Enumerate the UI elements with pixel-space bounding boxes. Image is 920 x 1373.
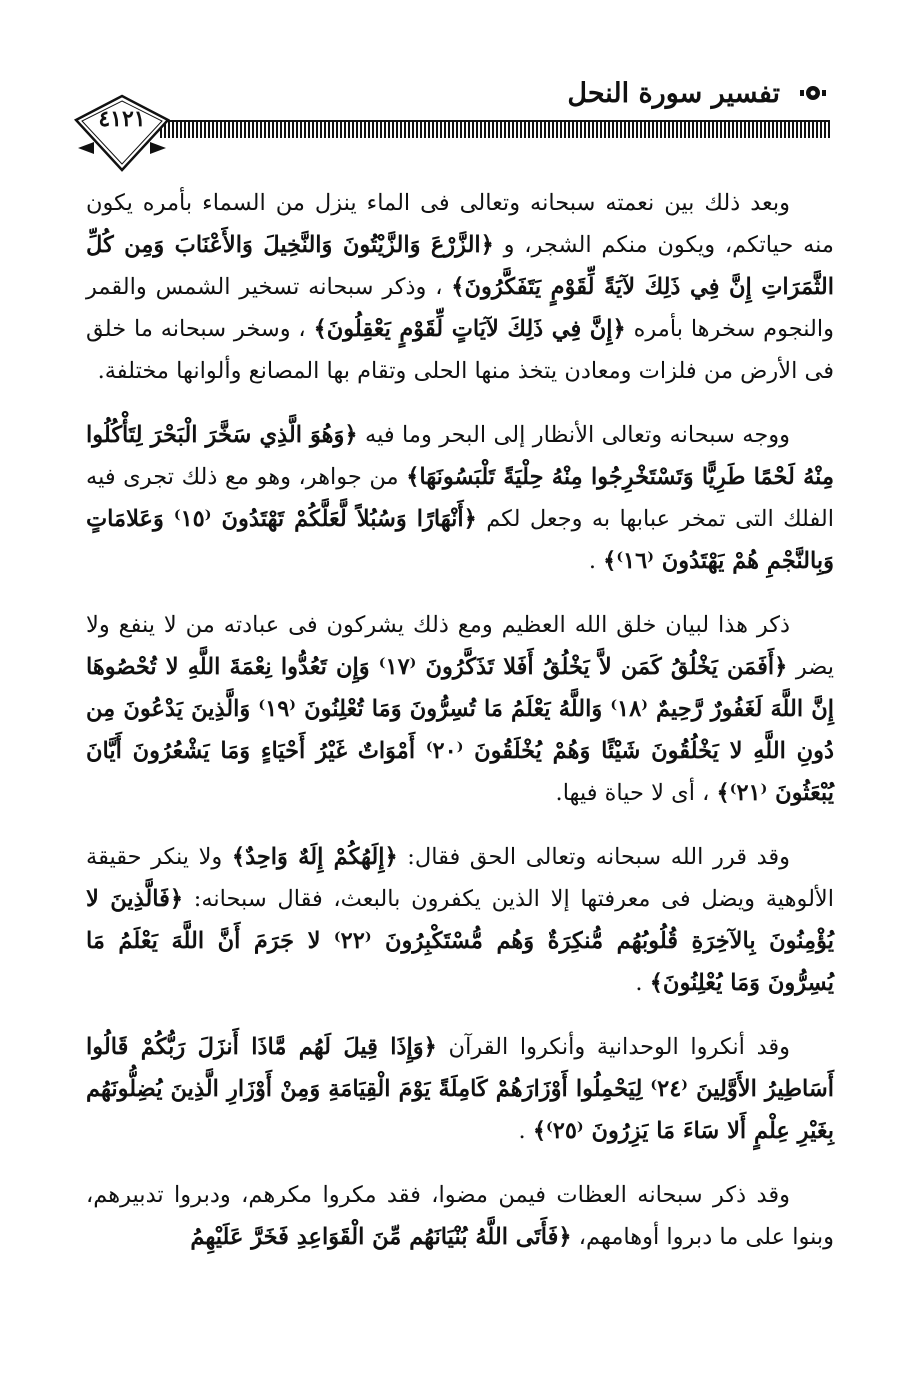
quran-verse: ﴿وَإِذَا قِيلَ لَهُم مَّاذَا أَنزَلَ رَبُّكُمْ قَالُوا أَسَاطِيرُ الأَوَّلِينَ ⁽٢٤⁾ لِيَحْمِلُوا أَوْزَارَهُمْ كَامِلَةً يَوْمَ الْقِيَامَةِ وَمِنْ أَوْزَارِ الَّذِينَ يُضِلُّونَهُم بِغَيْرِ عِلْمٍ أَلا سَاءَ مَا يَزِرُونَ ⁽٢٥⁾﴾ bbox=[86, 1034, 834, 1144]
quran-verse: ﴿أَنْهَارًا وَسُبُلاً لَّعَلَّكُمْ تَهْتَدُونَ ⁽١٥⁾ وَعَلامَاتٍ وَبِالنَّجْمِ هُمْ يَهْتَدُونَ ⁽١٦⁾﴾ bbox=[86, 506, 834, 574]
prose: ، أى لا حياة فيها. bbox=[555, 780, 710, 806]
paragraph-4 bbox=[86, 836, 834, 1004]
page-number-badge bbox=[72, 92, 172, 174]
quran-verse: ﴿إِنَّ فِي ذَلِكَ لآيَاتٍ لِّقَوْمٍ يَعْقِلُونَ﴾ bbox=[313, 316, 626, 342]
prose: وقد أنكروا الوحدانية وأنكروا القرآن bbox=[448, 1034, 790, 1060]
quran-verse: ﴿أَفَمَن يَخْلُقُ كَمَن لاَّ يَخْلُقُ أَفَلا تَذَكَّرُونَ ⁽١٧⁾ وَإِن تَعُدُّوا نِعْمَةَ اللَّهِ لا تُحْصُوهَا إِنَّ اللَّهَ لَغَفُورٌ رَّحِيمٌ ⁽١٨⁾ وَاللَّهُ يَعْلَمُ مَا تُسِرُّونَ وَمَا تُعْلِنُونَ ⁽١٩⁾ وَالَّذِينَ يَدْعُونَ مِن دُونِ اللَّهِ لا يَخْلُقُونَ شَيْئًا وَهُمْ يُخْلَقُونَ ⁽٢٠⁾ أَمْوَاتٌ غَيْرُ أَحْيَاءٍ وَمَا يَشْعُرُونَ أَيَّانَ يُبْعَثُونَ ⁽٢١⁾﴾ bbox=[86, 654, 835, 806]
prose: من جواهر، وهو مع ذلك تجرى فيه الفلك التى تمخر عبابها به وجعل لكم bbox=[86, 464, 834, 532]
paragraph-2 bbox=[86, 414, 834, 582]
prose: وقد ذكر سبحانه العظات فيمن مضوا، فقد مكروا مكرهم، ودبروا تدبيرهم، وبنوا على ما دبروا أوهامهم، bbox=[86, 1182, 834, 1250]
paragraph-6 bbox=[86, 1174, 834, 1258]
paragraph-5 bbox=[86, 1026, 834, 1152]
quran-verse: ﴿فَأَتَى اللَّهُ بُنْيَانَهُم مِّنَ الْقَوَاعِدِ فَخَرَّ عَلَيْهِمُ bbox=[190, 1224, 572, 1250]
prose: ، وذكر سبحانه تسخير الشمس والقمر والنجوم سخرها بأمره bbox=[86, 274, 835, 342]
page-number: ٤١٢١ bbox=[98, 106, 146, 132]
prose: . bbox=[635, 970, 643, 996]
quran-verse: ﴿وَهُوَ الَّذِي سَخَّرَ الْبَحْرَ لِتَأْكُلُوا مِنْهُ لَحْمًا طَرِيًّا وَتَسْتَخْرِجُوا مِنْهُ حِلْيَةً تَلْبَسُونَهَا﴾ bbox=[86, 422, 835, 490]
prose: ذكر هذا لبيان خلق الله العظيم ومع ذلك يشركون فى عبادته من لا ينفع ولا يضر bbox=[86, 612, 835, 680]
quran-verse: ﴿إِلَهُكُمْ إِلَهٌ وَاحِدٌ﴾ bbox=[231, 844, 398, 870]
flower-ornament-icon bbox=[798, 84, 828, 102]
page-header bbox=[0, 0, 920, 180]
quran-verse: ﴿الزَّرْعَ وَالزَّيْتُونَ وَالنَّخِيلَ وَالأَعْنَابَ وَمِن كُلِّ الثَّمَرَاتِ إِنَّ فِي ذَلِكَ لآيَةً لِّقَوْمٍ يَتَفَكَّرُونَ﴾ bbox=[86, 232, 835, 300]
quran-verse: ﴿فَالَّذِينَ لا يُؤْمِنُونَ بِالآخِرَةِ قُلُوبُهُم مُّنكِرَةٌ وَهُم مُّسْتَكْبِرُونَ ⁽٢٢⁾ لا جَرَمَ أَنَّ اللَّهَ يَعْلَمُ مَا يُسِرُّونَ وَمَا يُعْلِنُونَ﴾ bbox=[86, 886, 834, 996]
prose: ووجه سبحانه وتعالى الأنظار إلى البحر وما فيه bbox=[365, 422, 791, 448]
prose: ، وسخر سبحانه ما خلق فى الأرض من فلزات ومعادن يتخذ منها الحلى وتقام بها المصانع وألوانها مختلفة. bbox=[86, 316, 834, 384]
tafsir-text-body bbox=[86, 182, 834, 1258]
prose: . bbox=[588, 548, 596, 574]
prose: وبعد ذلك بين نعمته سبحانه وتعالى فى الماء ينزل من السماء بأمره يكون منه حياتكم، ويكون منكم الشجر، و bbox=[86, 190, 834, 258]
paragraph-3 bbox=[86, 604, 834, 814]
paragraph-1 bbox=[86, 182, 834, 392]
page-badge-frame bbox=[72, 92, 172, 174]
running-title: تفسير سورة النحل bbox=[567, 78, 780, 109]
header-rule bbox=[160, 120, 830, 138]
prose: . bbox=[518, 1118, 526, 1144]
prose: وقد قرر الله سبحانه وتعالى الحق فقال: bbox=[407, 844, 791, 870]
prose: ولا ينكر حقيقة الألوهية ويضل فى معرفتها إلا الذين يكفرون بالبعث، فقال سبحانه: bbox=[86, 844, 835, 912]
